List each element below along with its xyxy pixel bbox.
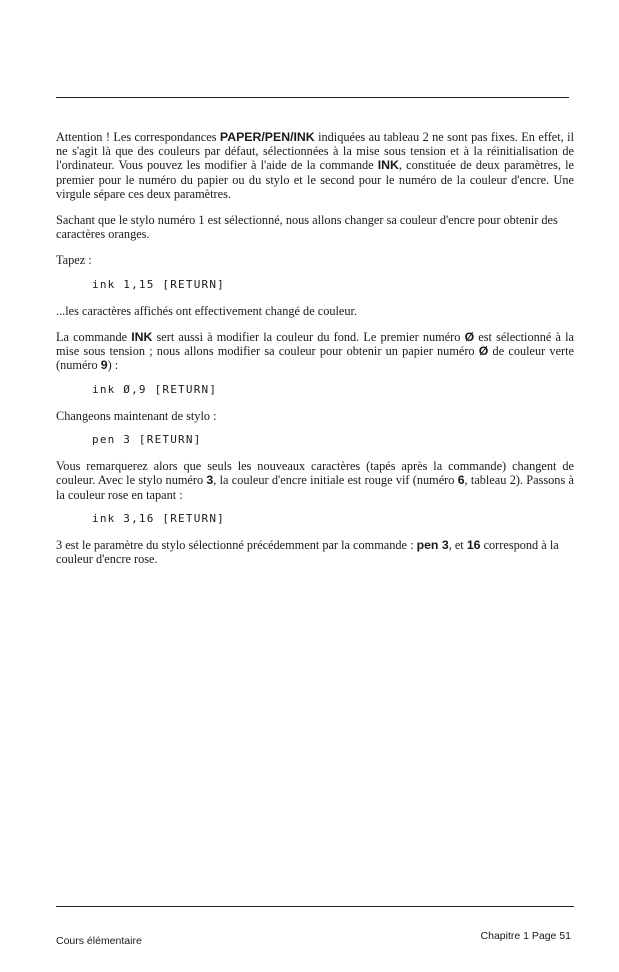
text-span: Attention ! Les correspondances: [56, 130, 220, 144]
code-line-ink-0-9: ink Ø,9 [RETURN]: [92, 382, 218, 396]
code-line-ink-3-16: ink 3,16 [RETURN]: [92, 511, 225, 525]
text-span: est sélectionné à la mise sous tension ; nous allons modifier sa couleur pour obtenir un papier numéro: [56, 330, 574, 359]
text-span: indiquées au tableau 2 ne sont pas fixes. En effet, il ne s'agit là que des couleurs par défaut, sélectionnées à la mise sous tension et à la réinitialisation de l'ordinateur. Vous pouvez les modifier à l'aide de la commande: [56, 130, 574, 173]
text-span: La commande: [56, 330, 132, 345]
paragraph-stylo: Sachant que le stylo numéro 1 est sélectionné, nous allons changer sa couleur d'encre pour obtenir des caractères oranges.: [56, 213, 558, 242]
footer-course-title: Cours élémentaire: [56, 935, 142, 947]
paragraph-remarquerez: [56, 459, 574, 502]
footer-page-number: Chapitre 1 Page 51: [480, 930, 571, 942]
text-span: , la couleur d'encre initiale est rouge vif (numéro: [213, 473, 458, 488]
text-span: 3 est le paramètre du stylo sélectionné précédemment par la commande :: [56, 538, 417, 553]
text-span: , et: [448, 538, 467, 553]
footer-rule: [56, 906, 574, 907]
text-span: , constituée de deux paramètres, le premier pour le numéro du papier ou du stylo et le second pour le numéro de la couleur d'encre. Une virgule sépare ces deux paramètres.: [56, 158, 574, 201]
text-span: ) :: [107, 358, 119, 373]
bold-term: 9: [100, 358, 108, 373]
bold-term: Ø: [478, 344, 489, 359]
text-span: de couleur verte (numéro: [56, 344, 574, 373]
code-line-ink-1-15: ink 1,15 [RETURN]: [92, 277, 225, 291]
bold-term: PAPER/PEN/INK: [219, 130, 315, 144]
paragraph-changeons: Changeons maintenant de stylo :: [56, 408, 217, 423]
text-span: , tableau 2). Passons à la couleur rose en tapant :: [56, 473, 574, 502]
paragraph-parametre: [56, 538, 574, 566]
page-body: [56, 130, 574, 566]
bold-term: pen 3: [416, 538, 449, 553]
bold-term: INK: [377, 158, 399, 173]
paragraph-attention: [56, 130, 574, 201]
code-line-pen-3: pen 3 [RETURN]: [92, 433, 202, 447]
paragraph-ink-fond: [56, 330, 574, 373]
text-span: correspond à la couleur d'encre rose.: [56, 538, 559, 567]
bold-term: Ø: [464, 330, 475, 345]
header-rule: [56, 97, 569, 98]
text-span: Vous remarquerez alors que seuls les nouveaux caractères (tapés après la commande) changent de couleur. Avec le stylo numéro: [56, 459, 574, 488]
bold-term: INK: [131, 330, 153, 345]
bold-term: 3: [206, 473, 214, 488]
paragraph-result: ...les caractères affichés ont effectivement changé de couleur.: [56, 303, 358, 318]
text-span: sert aussi à modifier la couleur du fond. Le premier numéro: [152, 330, 465, 345]
bold-term: 16: [466, 538, 481, 553]
bold-term: 6: [457, 473, 465, 488]
paragraph-tapez: Tapez :: [56, 253, 92, 268]
